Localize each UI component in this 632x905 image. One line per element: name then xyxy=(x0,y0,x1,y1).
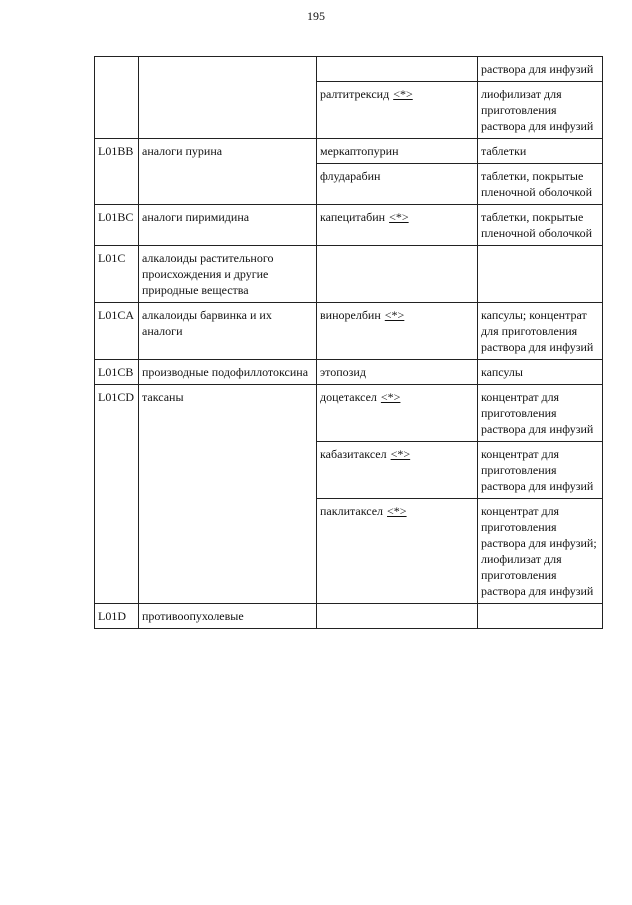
dosage-form-cell: таблетки xyxy=(478,139,603,164)
drug-name-cell xyxy=(317,246,478,303)
drug-name-cell xyxy=(317,442,478,499)
atc-code-cell: L01C xyxy=(95,246,139,303)
drug-name-cell xyxy=(317,205,478,246)
drug-mark: <*> xyxy=(390,447,411,461)
drug-mark: <*> xyxy=(389,210,409,224)
dosage-form-cell xyxy=(478,246,603,303)
dosage-form-cell xyxy=(478,604,603,629)
table-row xyxy=(95,385,603,442)
group-name-cell: алкалоиды растительного происхождения и другие природные вещества xyxy=(139,246,317,303)
atc-code-cell: L01CB xyxy=(95,360,139,385)
atc-code-cell: L01BC xyxy=(95,205,139,246)
drug-name: доцетаксел xyxy=(320,390,377,404)
dosage-form-cell: таблетки, покрытые пленочной оболочкой xyxy=(478,205,603,246)
table-row xyxy=(95,303,603,360)
drug-name: паклитаксел xyxy=(320,504,384,518)
drug-name-cell xyxy=(317,385,478,442)
drug-name: этопозид xyxy=(320,365,366,379)
drug-name-cell xyxy=(317,303,478,360)
drug-name-cell xyxy=(317,604,478,629)
dosage-form-cell: капсулы; концентрат для приготовления раствора для инфузий xyxy=(478,303,603,360)
atc-code-cell: L01CD xyxy=(95,385,139,604)
dosage-form-cell: лиофилизат для приготовления раствора для инфузий xyxy=(478,82,603,139)
drug-name: меркаптопурин xyxy=(320,144,399,158)
dosage-form-cell: раствора для инфузий xyxy=(478,57,603,82)
drug-name-cell xyxy=(317,82,478,139)
drug-name: винорелбин xyxy=(320,308,381,322)
drug-name-cell xyxy=(317,499,478,604)
drug-name-cell xyxy=(317,360,478,385)
dosage-form-cell: капсулы xyxy=(478,360,603,385)
group-name-cell: алкалоиды барвинка и их аналоги xyxy=(139,303,317,360)
drug-name: флударабин xyxy=(320,169,381,183)
drug-mark: <*> xyxy=(380,390,401,404)
group-name-cell: аналоги пиримидина xyxy=(139,205,317,246)
dosage-form-cell: таблетки, покрытые пленочной оболочкой xyxy=(478,164,603,205)
table-row xyxy=(95,604,603,629)
table-row xyxy=(95,360,603,385)
drug-name-cell xyxy=(317,164,478,205)
atc-code-cell: L01CA xyxy=(95,303,139,360)
drug-name: ралтитрексид xyxy=(320,87,390,101)
table-row xyxy=(95,246,603,303)
table-body xyxy=(95,57,603,629)
table-row xyxy=(95,139,603,164)
atc-code-cell: L01BB xyxy=(95,139,139,205)
drug-mark: <*> xyxy=(393,87,413,101)
drug-name: кабазитаксел xyxy=(320,447,387,461)
drug-name-cell xyxy=(317,57,478,82)
page-number: 195 xyxy=(307,9,325,23)
group-name-cell: таксаны xyxy=(139,385,317,604)
drug-mark: <*> xyxy=(387,504,407,518)
group-name-cell: производные подофиллотоксина xyxy=(139,360,317,385)
dosage-form-cell: концентрат для приготовления раствора для инфузий; лиофилизат для приготовления раствора для инфузий xyxy=(478,499,603,604)
drug-mark: <*> xyxy=(384,308,405,322)
group-name-cell xyxy=(139,57,317,139)
group-name-cell: аналоги пурина xyxy=(139,139,317,205)
atc-code-cell: L01D xyxy=(95,604,139,629)
dosage-form-cell: концентрат для приготовления раствора для инфузий xyxy=(478,385,603,442)
drug-name-cell xyxy=(317,139,478,164)
atc-code-cell xyxy=(95,57,139,139)
drug-table xyxy=(94,56,603,629)
dosage-form-cell: концентрат для приготовления раствора для инфузий xyxy=(478,442,603,499)
group-name-cell: противоопухолевые xyxy=(139,604,317,629)
drug-name: капецитабин xyxy=(320,210,386,224)
table-row xyxy=(95,57,603,82)
table-row xyxy=(95,205,603,246)
